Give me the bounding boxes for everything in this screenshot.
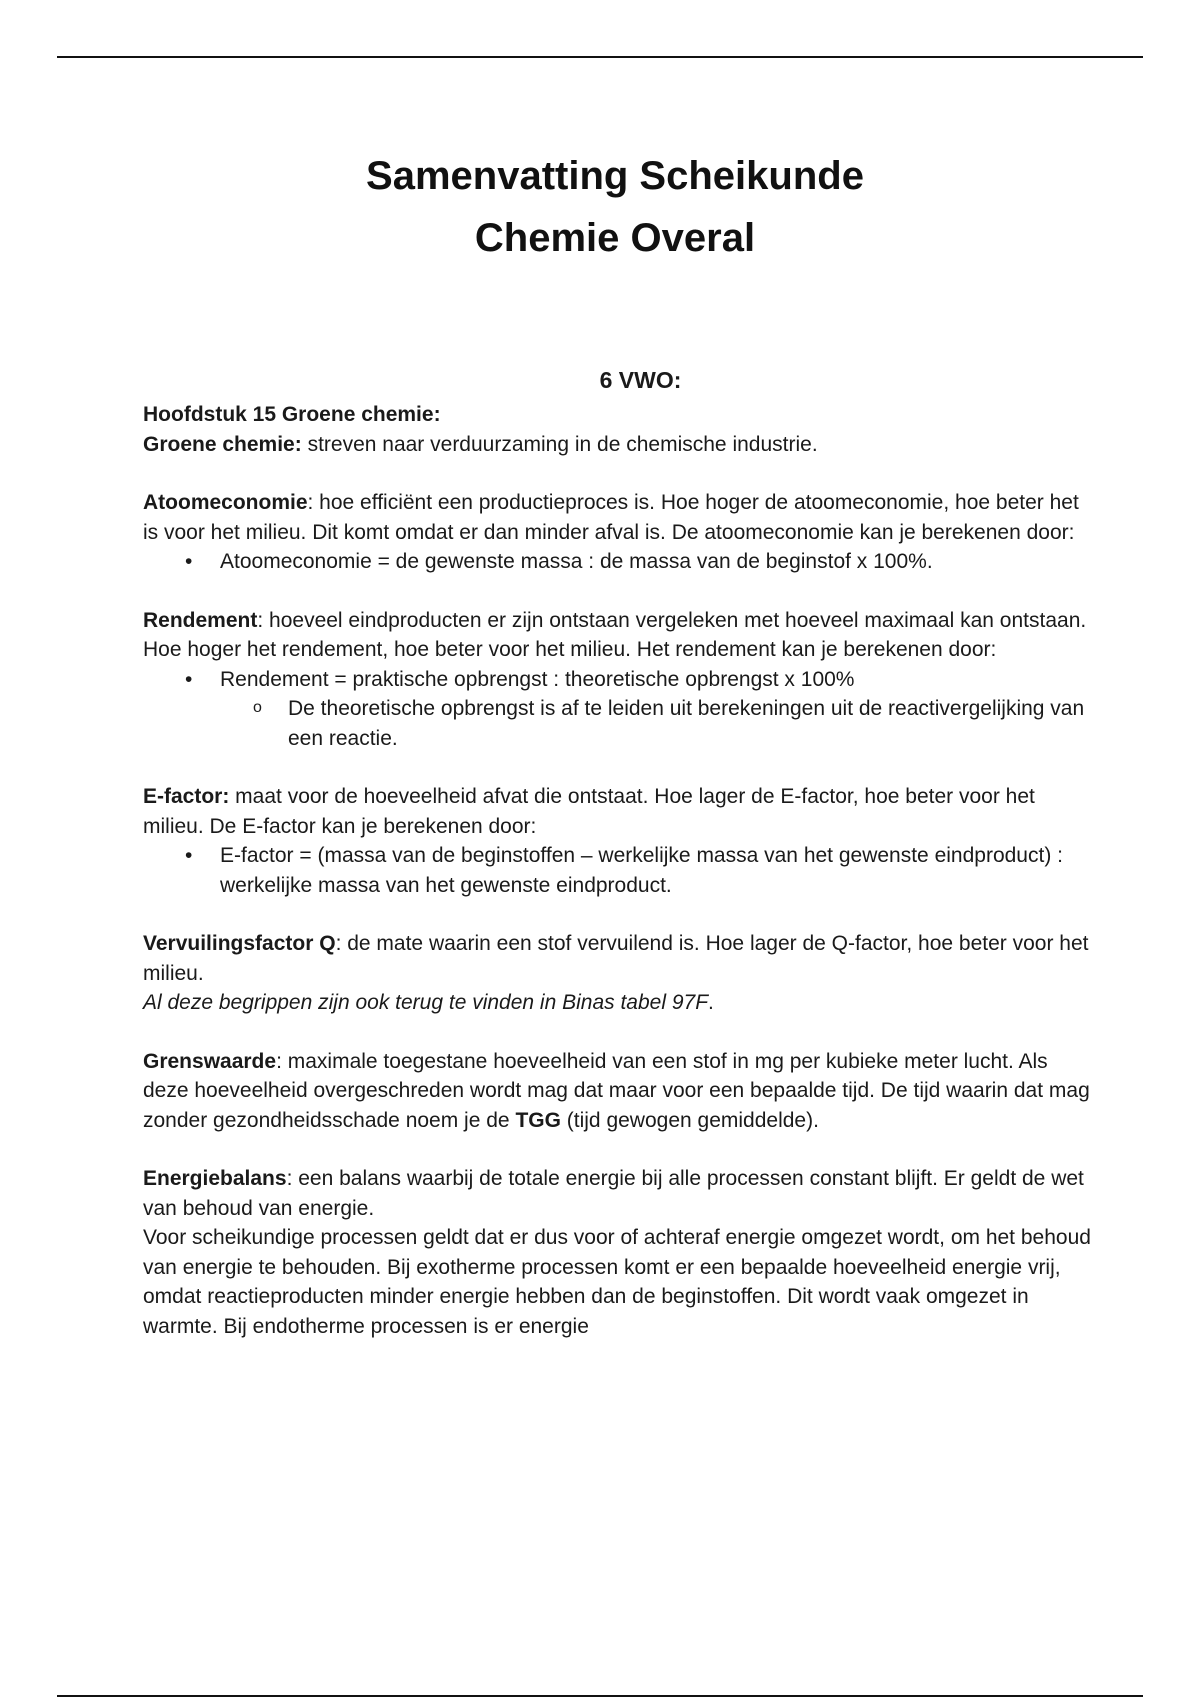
- grenswaarde-definition: [143, 1047, 1093, 1136]
- energiebalans-paragraph: Voor scheikundige processen geldt dat er dus voor of achteraf energie omgezet wordt, om het behoud van energie te behouden. Bij exotherme processen komt er een bepaalde hoeveelheid energie vrij, omdat reactieproducten minder energie hebben dan de beginstoffen. Dit wordt vaak omgezet in warmte. Bij endotherme processen is er energie: [143, 1226, 1091, 1338]
- chapter-heading: [143, 400, 1093, 430]
- definition-term: Rendement: [143, 608, 258, 632]
- groene-chemie-definition: [143, 430, 1093, 460]
- document-body: [143, 362, 1093, 1341]
- bullet-list: [143, 665, 1093, 754]
- bottom-rule: [57, 1695, 1143, 1697]
- energiebalans-definition: [143, 1164, 1093, 1223]
- sub-bullet-list: [220, 694, 1093, 753]
- definition-text: maat voor de hoeveelheid afvat die ontstaat. Hoe lager de E-factor, hoe beter voor het milieu. De E-factor kan je berekenen door:: [143, 785, 1035, 838]
- definition-text: : hoe efficiënt een productieproces is. Hoe hoger de atoomeconomie, hoe beter het is voor het milieu. Dit komt omdat er dan minder afval is. De atoomeconomie kan je berekenen door:: [143, 491, 1079, 544]
- chapter-heading-text: Hoofdstuk 15 Groene chemie:: [143, 403, 441, 426]
- list-item: • E-factor = (massa van de beginstoffen – werkelijke massa van het gewenste eindproduct) : werkelijke massa van het gewenste eindproduct.: [143, 841, 1093, 900]
- binas-note-italic: Al deze begrippen zijn ook terug te vinden in Binas tabel 97F: [143, 991, 709, 1014]
- binas-note-end: .: [708, 991, 714, 1014]
- definition-text: : hoeveel eindproducten er zijn ontstaan vergeleken met hoeveel maximaal kan ontstaan. Hoe hoger het rendement, hoe beter voor het milieu. Het rendement kan je berekenen door:: [143, 608, 1087, 661]
- list-item: • Atoomeconomie = de gewenste massa : de massa van de beginstof x 100%.: [143, 547, 1093, 577]
- e-factor-definition: [143, 782, 1093, 841]
- document-title: Samenvatting Scheikunde: [366, 154, 864, 198]
- definition-term: Vervuilingsfactor Q: [143, 932, 336, 955]
- bullet-list: [143, 547, 1093, 577]
- definition-term: Energiebalans: [143, 1167, 287, 1190]
- list-item-text: Rendement = praktische opbrengst : theoretische opbrengst x 100%: [220, 667, 855, 691]
- atoomeconomie-definition: [143, 488, 1093, 547]
- vervuilingsfactor-definition: [143, 929, 1093, 988]
- binas-note: [143, 988, 1093, 1018]
- sub-list-item: o De theoretische opbrengst is af te leiden uit berekeningen uit de reactivergelijking van een reactie.: [220, 694, 1093, 753]
- tgg-term: TGG: [515, 1108, 561, 1132]
- definition-term: Atoomeconomie: [143, 491, 308, 514]
- definition-text-end: (tijd gewogen gemiddelde).: [560, 1108, 819, 1132]
- definition-term: Grenswaarde: [143, 1049, 277, 1073]
- definition-text: streven naar verduurzaming in de chemische industrie.: [301, 432, 818, 456]
- definition-term: Groene chemie:: [143, 432, 302, 456]
- rendement-definition: [143, 606, 1093, 665]
- document-subtitle: Chemie Overal: [474, 216, 756, 260]
- definition-text: : een balans waarbij de totale energie bij alle processen constant blijft. Er geldt de wet van behoud van energie.: [143, 1167, 1084, 1220]
- title-block: [0, 145, 1200, 269]
- bullet-list: [143, 841, 1093, 900]
- definition-text: : de mate waarin een stof vervuilend is. Hoe lager de Q-factor, hoe beter voor het milieu.: [143, 932, 1089, 985]
- top-rule: [57, 56, 1143, 58]
- list-item: [143, 665, 1093, 754]
- definition-text: : maximale toegestane hoeveelheid van een stof in mg per kubieke meter lucht. Als deze hoeveelheid overgeschreden wordt mag dat maar voor een bepaalde tijd. De tijd waarin dat mag zonder gezondheidsschade noem je de: [143, 1049, 1090, 1132]
- grade-heading: 6 VWO:: [599, 367, 682, 393]
- definition-term: E-factor:: [143, 785, 230, 808]
